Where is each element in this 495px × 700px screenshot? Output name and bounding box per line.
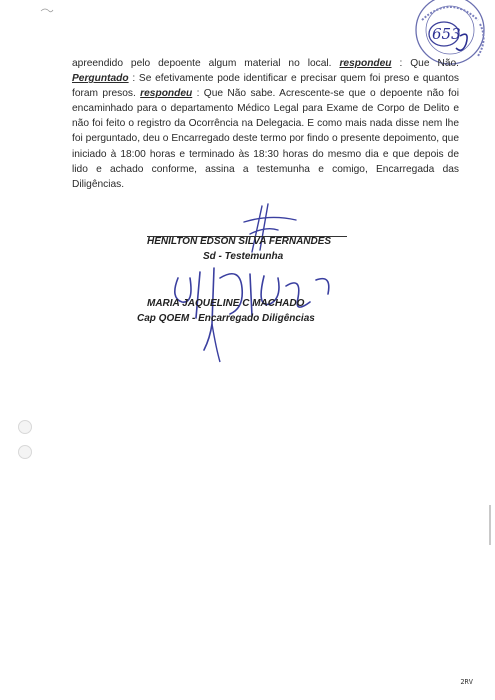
witness-role: Sd - Testemunha xyxy=(203,251,284,262)
text-segment: : Que Não sabe. Acrescente-se que o depoente não foi encaminhado para o departamento Médico Legal para Exame de Corpo de Delito e não foi feito o registro da Ocorrência na Delegacia. E como mais nada disse nem lhe foi perguntado, deu o Encarregado deste termo por findo o presente depoimento, que iniciado à 18:00 horas e terminado às 18:30 horas do mesmo dia e que depois de lido e achado conforme, assina a testemunha e comigo, Encarregada das Diligências. xyxy=(72,88,459,190)
stamp-number: 653 xyxy=(432,25,461,43)
punch-hole xyxy=(18,445,32,459)
officer-role: Cap QOEM - Encarregado Diligências xyxy=(137,313,315,324)
edge-mark xyxy=(489,505,491,545)
text-segment: apreendido pelo depoente algum material no local. xyxy=(72,58,332,69)
keyword-perguntado: Perguntado xyxy=(72,73,129,85)
officer-name: MARIA JAQUELINE C MACHADO xyxy=(147,298,305,309)
keyword-respondeu: respondeu xyxy=(140,88,193,100)
keyword-respondeu: respondeu xyxy=(339,58,392,69)
punch-hole xyxy=(18,420,32,434)
witness-name: HENILTON EDSON SILVA FERNANDES xyxy=(147,236,332,247)
text-segment: : Se efetivamente pode identificar e precisar quem foi preso e quantos foram presos. xyxy=(72,73,459,100)
text-segment: : Que Não. xyxy=(399,58,459,69)
page-number: 2RV xyxy=(460,678,473,686)
